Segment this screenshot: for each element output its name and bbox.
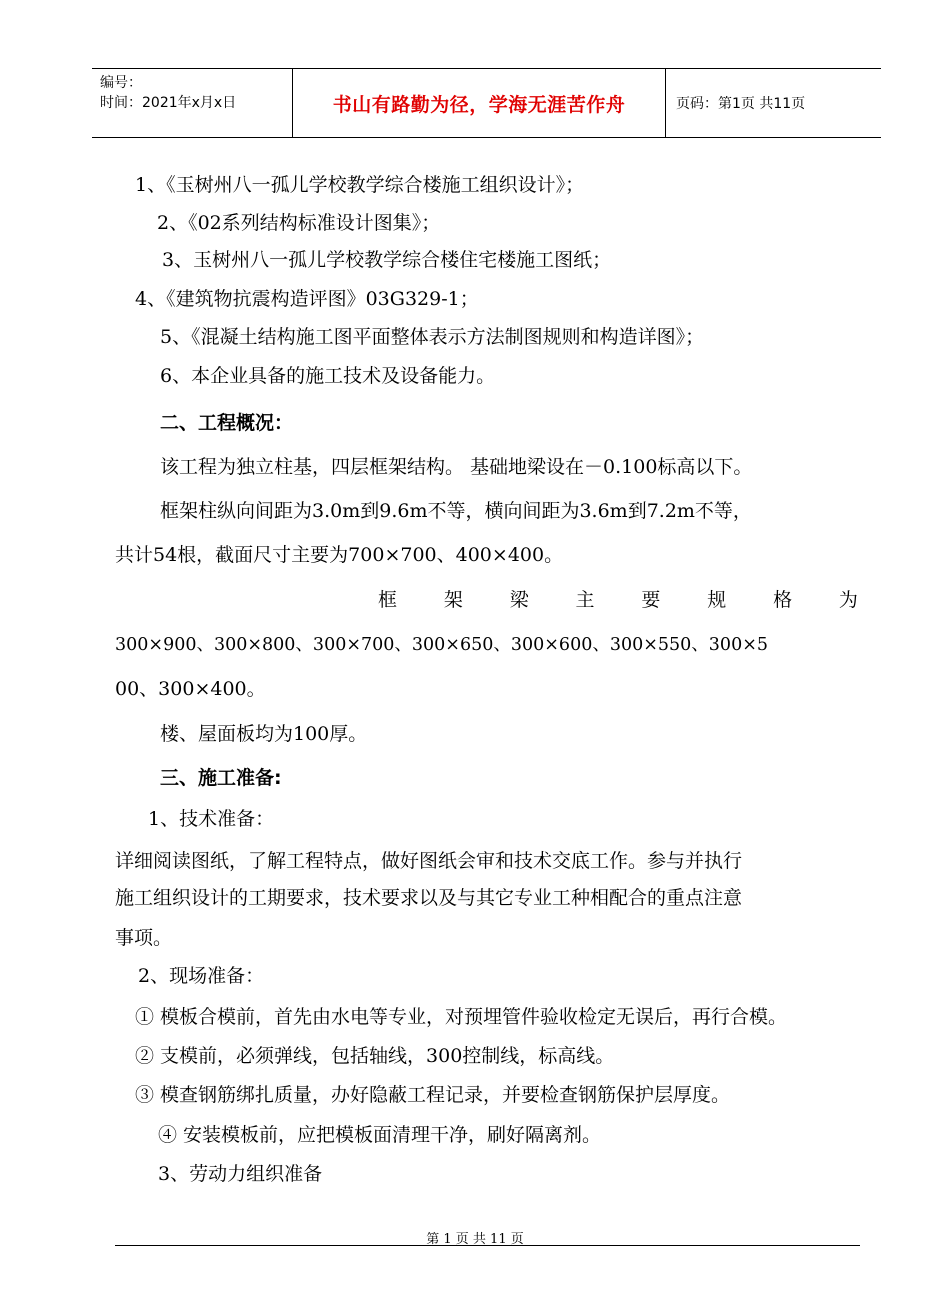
site-prep-item-3: ③ 模查钢筋绑扎质量，办好隐蔽工程记录，并要检查钢筋保护层厚度。 [135,1084,731,1106]
section-2-paragraph-3-line-3: 00、300×400。 [115,678,266,700]
section-3-1-line-3: 事项。 [115,927,173,949]
serial-label: 编号： [100,75,142,91]
ref-item-6: 6、本企业具备的施工技术及设备能力。 [160,365,496,387]
section-3-1-line-2: 施工组织设计的工期要求，技术要求以及与其它专业工种相配合的重点注意 [115,887,743,909]
section-3-2-heading: 2、现场准备： [138,965,265,987]
header-motto-cell [293,69,666,137]
section-2-paragraph-4: 楼、屋面板均为100厚。 [160,723,368,745]
header-meta [92,69,293,137]
section-3-1-line-1: 详细阅读图纸，了解工程特点，做好图纸会审和技术交底工作。参与并执行 [115,850,743,872]
spaced-char: 要 [641,589,661,611]
ref-item-1: 1、《玉树州八一孤儿学校教学综合楼施工组织设计》； [135,174,585,196]
ref-item-5: 5、《混凝土结构施工图平面整体表示方法制图规则和构造详图》； [160,326,705,348]
spaced-char: 规 [707,589,727,611]
ref-item-3: 3、玉树州八一孤儿学校教学综合楼住宅楼施工图纸； [162,249,612,271]
ref-item-4: 4、《建筑物抗震构造评图》03G329-1； [135,288,479,310]
time-label: 时间：2021年x月x日 [100,95,237,111]
header-page-cell [666,69,881,137]
spaced-char: 梁 [509,589,529,611]
section-2-paragraph-3-line-1 [378,587,858,613]
site-prep-item-1: ① 模板合模前，首先由水电等专业，对预埋管件验收检定无误后，再行合模。 [135,1006,788,1028]
spaced-char: 主 [575,589,595,611]
page-footer: 第 1 页 共 11 页 [426,1232,524,1247]
site-prep-item-4: ④ 安装模板前，应把模板面清理干净，刷好隔离剂。 [158,1124,602,1146]
section-3-1-heading: 1、技术准备： [148,808,275,830]
section-2-paragraph-1: 该工程为独立柱基，四层框架结构。 基础地梁设在－0.100标高以下。 [160,456,753,478]
section-2-paragraph-2-line-2: 共计54根，截面尺寸主要为700×700、400×400。 [115,544,564,566]
section-3-3-heading: 3、劳动力组织准备 [158,1163,323,1185]
header-page-label: 页码：第1页 共11页 [676,96,806,112]
section-3-heading: 三、施工准备: [160,767,282,789]
spaced-char: 为 [838,589,858,611]
section-2-paragraph-3-line-2: 300×900、300×800、300×700、300×650、300×600、300×550、300×5 [115,635,769,655]
footer-divider [115,1245,860,1246]
spaced-char: 框 [378,589,398,611]
header-table [92,68,881,138]
site-prep-item-2: ② 支模前，必须弹线，包括轴线，300控制线，标高线。 [135,1045,615,1067]
section-2-paragraph-2-line-1: 框架柱纵向间距为3.0m到9.6m不等，横向间距为3.6m到7.2m不等， [160,500,752,522]
spaced-char: 架 [443,589,463,611]
spaced-char: 格 [773,589,793,611]
ref-item-2: 2、《02系列结构标准设计图集》； [157,212,441,234]
section-2-heading: 二、工程概况： [160,412,294,434]
header-motto: 书山有路勤为径，学海无涯苦作舟 [332,93,626,116]
